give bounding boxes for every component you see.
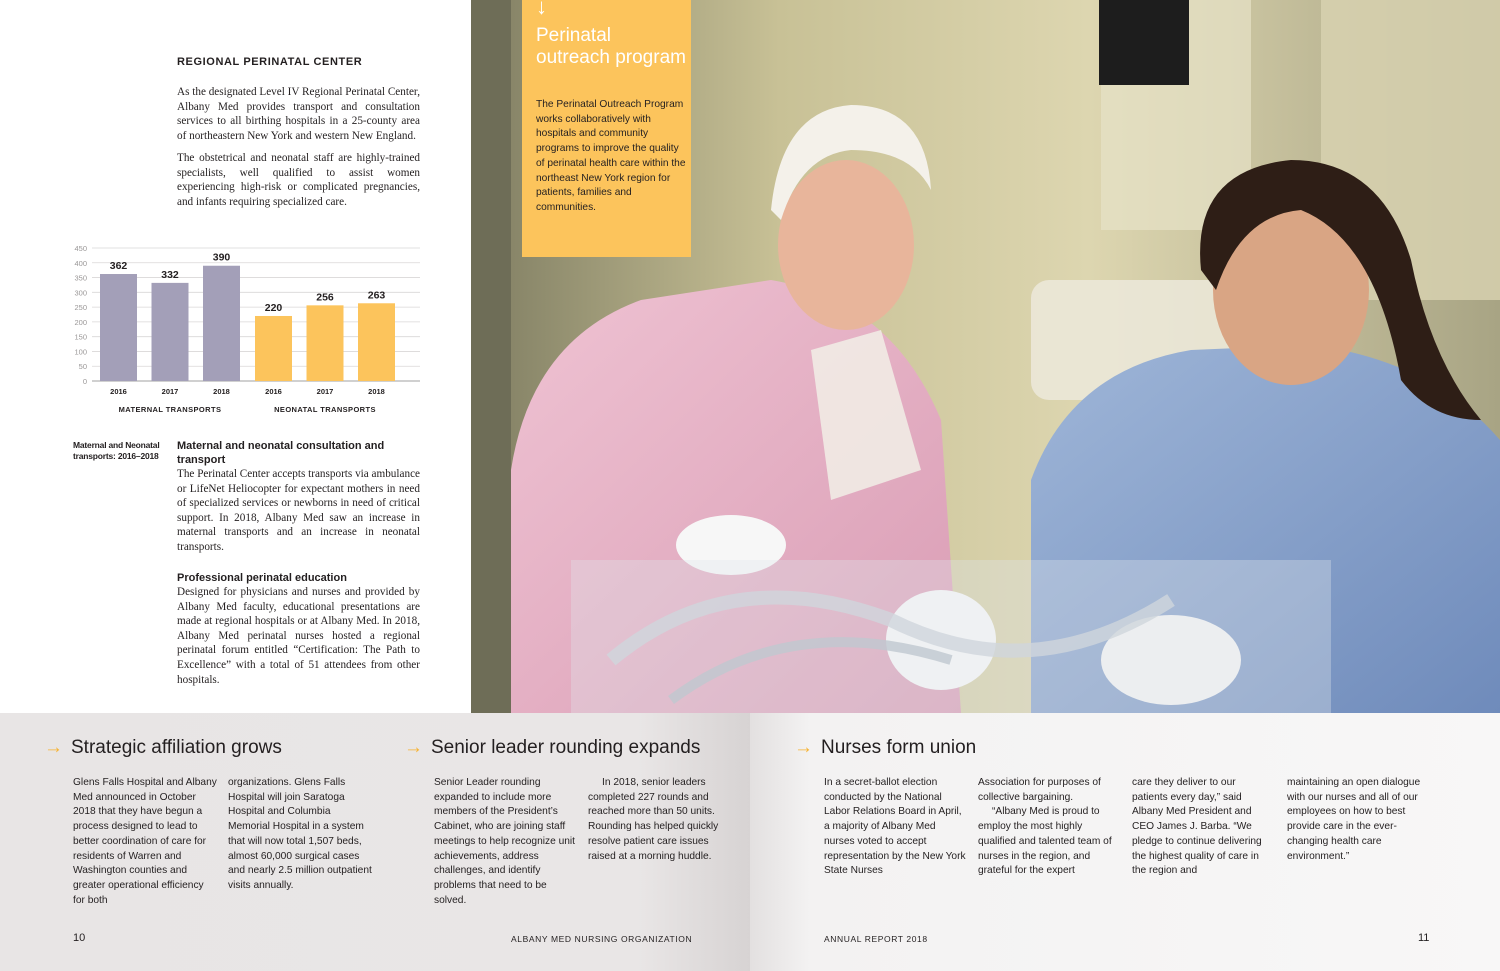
x-tick-label: 2016 bbox=[265, 387, 282, 396]
section-title: REGIONAL PERINATAL CENTER bbox=[177, 56, 363, 68]
y-tick-label: 0 bbox=[82, 377, 87, 386]
union-col-2b: “Albany Med is proud to employ the most highly qualified and talented team of nurses in the region, and grateful for the expert bbox=[978, 806, 1112, 877]
strategic-heading bbox=[44, 737, 282, 759]
bar-value-label: 263 bbox=[367, 289, 386, 302]
y-tick-label: 350 bbox=[74, 273, 87, 283]
right-arrow-icon: → bbox=[44, 737, 63, 758]
y-tick-label: 450 bbox=[74, 244, 87, 253]
bar-value-label: 332 bbox=[161, 268, 179, 281]
maternal-heading: Maternal and neonatal consultation and transport bbox=[177, 440, 385, 466]
bar-value-label: 220 bbox=[264, 301, 283, 314]
union-col-4: maintaining an open dialogue with our nurses and all of our employees on how to best provide care in the ever-changing health care environment.” bbox=[1287, 777, 1421, 862]
bar bbox=[358, 303, 395, 381]
senior-col-1: Senior Leader rounding expanded to include more members of the President’s Cabinet, who are joining staff meetings to help recognize unit achievements, address challenges, and identify problems that need to be solved. bbox=[434, 777, 576, 906]
down-arrow-icon: ↓ bbox=[536, 0, 547, 19]
x-tick-label: 2017 bbox=[316, 387, 334, 396]
x-tick-label: 2018 bbox=[368, 387, 385, 396]
education-paragraph: Designed for physicians and nurses and provided by Albany Med faculty, educational presentations are made at regional hospitals or at Albany Med. In 2018, Albany Med perinatal nurses hosted a regional perinatal forum entitled “Certification: The Path to Excellence” with a total of 51 attendees from other hospitals. bbox=[177, 586, 420, 686]
callout-title: Perinatal outreach program bbox=[536, 25, 686, 68]
bar bbox=[255, 316, 292, 381]
bar-value-label: 362 bbox=[109, 260, 128, 273]
strategic-heading-text: Strategic affiliation grows bbox=[71, 737, 282, 758]
intro-paragraph: As the designated Level IV Regional Perinatal Center, Albany Med provides transport and consultation services to all birthing hospitals in a 25-county area of northeastern New York and western New England. bbox=[177, 86, 420, 142]
y-tick-label: 250 bbox=[74, 303, 87, 313]
callout-body: The Perinatal Outreach Program works collaboratively with hospitals and community programs to improve the quality of perinatal health care within the northeast New York region for patients, families and communities. bbox=[536, 99, 686, 213]
union-heading bbox=[794, 737, 976, 759]
running-footer-right: ANNUAL REPORT 2018 bbox=[824, 934, 928, 944]
y-tick-label: 300 bbox=[74, 288, 87, 298]
bar-value-label: 390 bbox=[212, 251, 231, 264]
bar-value-label: 256 bbox=[316, 291, 334, 304]
y-tick-label: 100 bbox=[74, 347, 87, 357]
union-col-2a: Association for purposes of collective bargaining. bbox=[978, 777, 1101, 803]
transports-bar-chart bbox=[60, 238, 430, 423]
y-tick-label: 50 bbox=[78, 362, 87, 372]
x-tick-label: 2017 bbox=[161, 387, 179, 396]
senior-heading-text: Senior leader rounding expands bbox=[431, 737, 701, 758]
x-tick-label: 2018 bbox=[213, 387, 230, 396]
chart-caption: Maternal and Neonatal transports: 2016–2018 bbox=[73, 440, 160, 461]
maternal-paragraph: The Perinatal Center accepts transports via ambulance or LifeNet Heliocopter for expectant mothers in need of specialized services or newborns in need of critical support. In 2018, Albany Med saw an increase in maternal transports and an increase in neonatal transports. bbox=[177, 468, 420, 553]
group-label: MATERNAL TRANSPORTS bbox=[118, 405, 222, 414]
y-tick-label: 150 bbox=[74, 332, 87, 342]
y-tick-label: 200 bbox=[74, 317, 87, 327]
strategic-col-2: organizations. Glens Falls Hospital will join Saratoga Hospital and Columbia Memorial Hospital in a system that will now total 1,507 beds, almost 60,000 surgical cases and nearly 2.5 million outpatient visits annually. bbox=[228, 777, 372, 891]
education-heading: Professional perinatal education bbox=[177, 572, 347, 584]
strategic-col-1: Glens Falls Hospital and Albany Med announced in October 2018 that they have begun a process designed to lead to better coordination of care for residents of Warren and Washington counties and greater operational efficiency for both bbox=[73, 777, 217, 906]
bar bbox=[152, 283, 189, 381]
left-page-content bbox=[0, 0, 471, 713]
right-arrow-icon: → bbox=[404, 737, 423, 758]
group-label: NEONATAL TRANSPORTS bbox=[274, 405, 376, 414]
union-col-3: care they deliver to our patients every day,” said Albany Med President and CEO James J. Barba. “We pledge to continue delivering the highest quality of care in the region and bbox=[1132, 777, 1262, 877]
union-col-2 bbox=[978, 776, 1120, 879]
senior-col-2: In 2018, senior leaders completed 227 rounds and reached more than 50 units. Rounding has helped quickly resolve patient care issues raised at a morning huddle. bbox=[588, 777, 719, 862]
bar bbox=[100, 274, 137, 381]
bar bbox=[203, 266, 240, 381]
bar bbox=[307, 305, 344, 381]
staff-paragraph: The obstetrical and neonatal staff are highly-trained specialists, well qualified to assist women experiencing high-risk or complicated pregnancies, and infants requiring specialized care. bbox=[177, 152, 420, 208]
union-heading-text: Nurses form union bbox=[821, 737, 977, 758]
union-col-1: In a secret-ballot election conducted by the National Labor Relations Board in April, a majority of Albany Med nurses voted to accept representation by the New York State Nurses bbox=[824, 777, 966, 877]
y-tick-label: 400 bbox=[74, 258, 87, 268]
page-number-left: 10 bbox=[73, 932, 86, 944]
outreach-callout bbox=[522, 0, 691, 257]
running-footer-left: ALBANY MED NURSING ORGANIZATION bbox=[511, 934, 693, 944]
right-arrow-icon: → bbox=[794, 737, 813, 758]
page-number-right: 11 bbox=[1418, 932, 1430, 944]
senior-heading bbox=[404, 737, 700, 759]
x-tick-label: 2016 bbox=[110, 387, 127, 396]
